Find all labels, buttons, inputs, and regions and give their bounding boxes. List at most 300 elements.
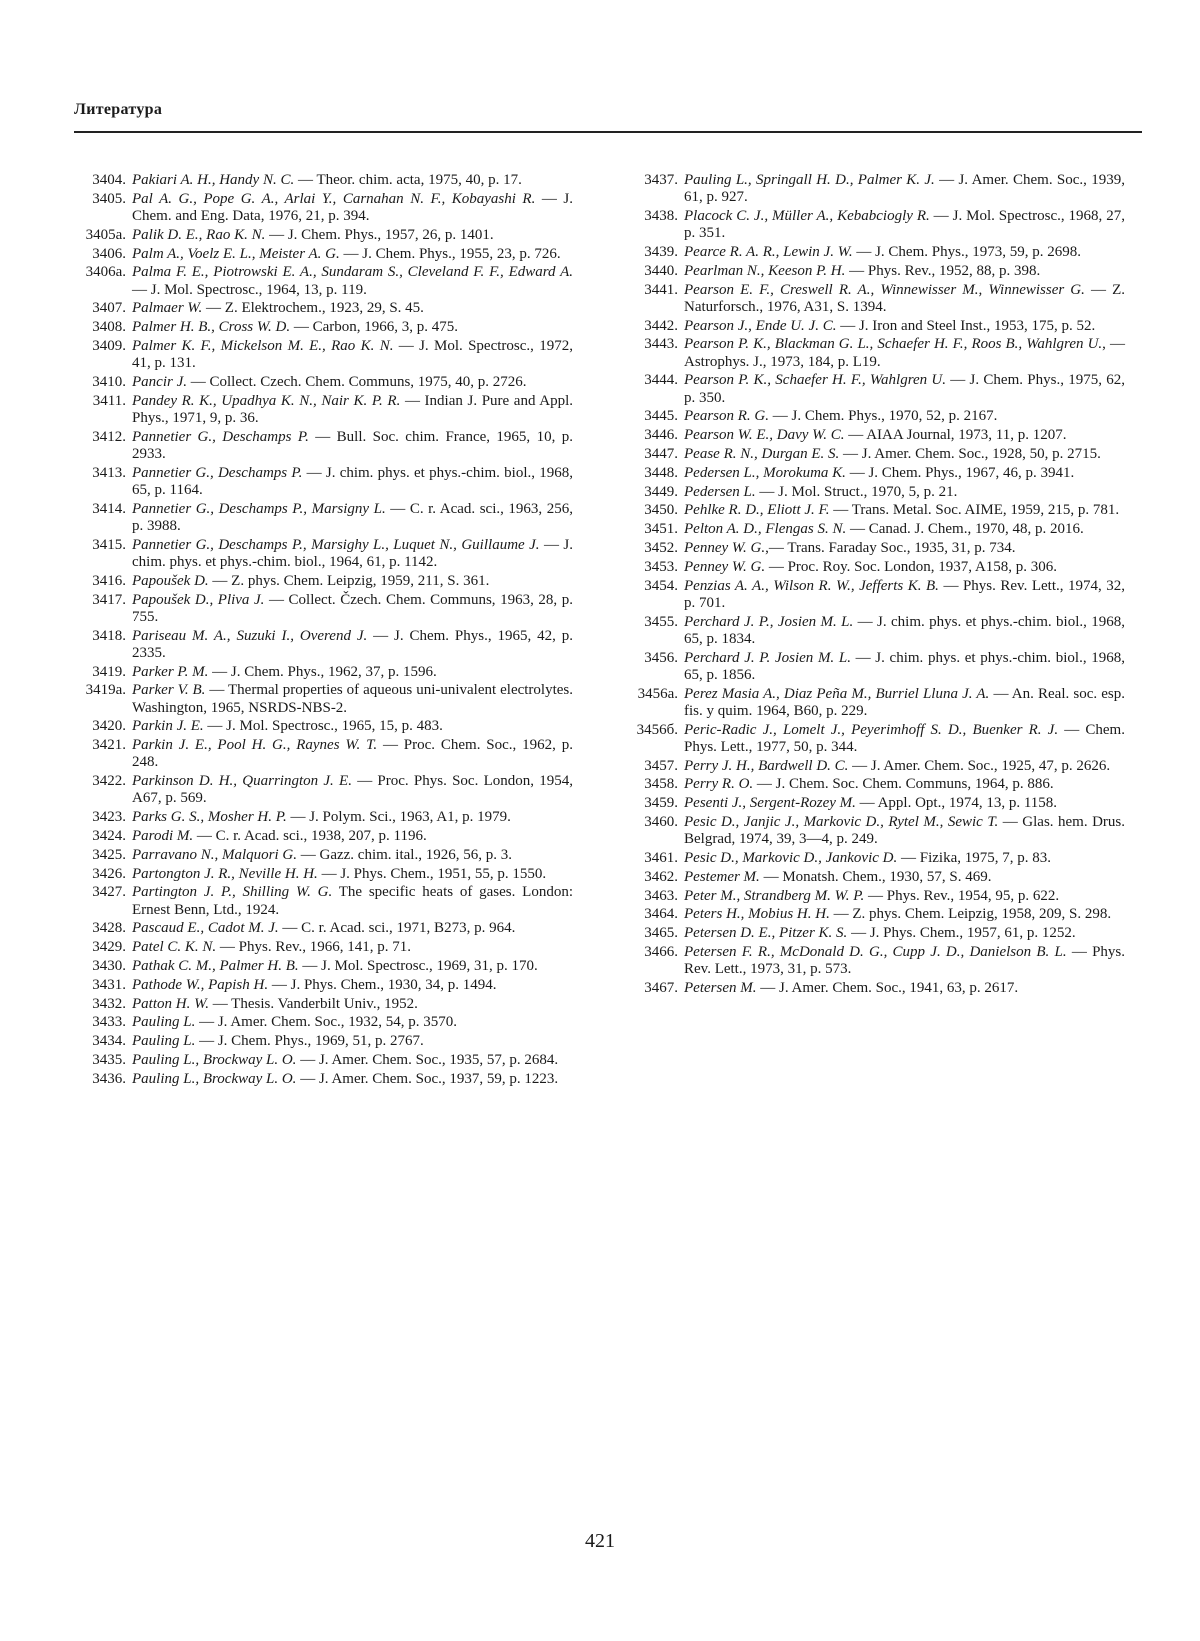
reference-source: — J. chim. phys. et phys.-chim. biol., 1968, 65, p. 1834. xyxy=(684,613,1125,647)
reference-text xyxy=(132,1033,573,1050)
reference-entry xyxy=(68,264,573,298)
reference-entry xyxy=(620,925,1125,942)
reference-authors: Pannetier G., Deschamps P., Marsighy L., Luquet N., Guillaume J. xyxy=(132,536,540,553)
reference-source: — J. Chem. Phys., 1955, 23, p. 726. xyxy=(339,245,561,262)
reference-text xyxy=(132,958,573,975)
reference-text xyxy=(132,628,573,662)
reference-number: 3437. xyxy=(644,172,678,188)
reference-source: — Phys. Rev., 1952, 88, p. 398. xyxy=(845,262,1041,279)
reference-text xyxy=(684,502,1125,519)
reference-number: 3453. xyxy=(644,558,678,575)
reference-number: 3464. xyxy=(644,906,678,923)
reference-source: — J. Phys. Chem., 1930, 34, p. 1494. xyxy=(268,976,497,993)
reference-text xyxy=(684,925,1125,942)
reference-authors: Papoušek D., Pliva J. xyxy=(132,591,265,608)
reference-authors: Parker V. B. xyxy=(132,682,206,699)
reference-source: — J. Mol. Spectrosc., 1968, 27, p. 351. xyxy=(684,208,1125,242)
reference-entry xyxy=(68,718,573,735)
reference-source: — Collect. Czech. Chem. Communs, 1975, 40, p. 2726. xyxy=(186,373,527,390)
reference-text xyxy=(132,977,573,994)
reference-source: — Trans. Metal. Soc. AIME, 1959, 215, p. 781. xyxy=(829,502,1120,519)
reference-number: 3442. xyxy=(644,317,678,334)
reference-text xyxy=(684,263,1125,280)
reference-authors: Petersen M. xyxy=(684,979,757,996)
reference-number: 3423. xyxy=(92,809,126,826)
reference-entry xyxy=(68,958,573,975)
reference-text xyxy=(684,578,1125,612)
reference-entry xyxy=(620,244,1125,261)
reference-authors: Pannetier G., Deschamps P. xyxy=(132,464,303,481)
reference-entry xyxy=(620,776,1125,793)
reference-text xyxy=(132,264,573,298)
reference-authors: Pestemer M. xyxy=(684,868,760,885)
reference-text xyxy=(684,944,1125,978)
reference-text xyxy=(684,888,1125,905)
reference-source: — Z. phys. Chem. Leipzig, 1959, 211, S. 361. xyxy=(208,572,490,589)
reference-source: — J. Amer. Chem. Soc., 1939, 61, p. 927. xyxy=(684,172,1125,206)
reference-number: 3424. xyxy=(92,827,126,844)
reference-text xyxy=(684,372,1125,406)
reference-authors: Perry J. H., Bardwell D. C. xyxy=(684,757,849,774)
reference-entry xyxy=(68,501,573,535)
reference-authors: Pesic D., Janjic J., Markovic D., Rytel M., Sewic T. xyxy=(684,813,999,830)
reference-source: — J. Chem. Phys., 1962, 37, p. 1596. xyxy=(208,663,437,680)
reference-authors: Palik D. E., Rao K. N. xyxy=(132,226,266,243)
reference-authors: Pearson E. F., Creswell R. A., Winnewisser M., Winnewisser G. xyxy=(684,281,1085,298)
reference-authors: Pariseau M. A., Suzuki I., Overend J. xyxy=(132,627,368,644)
header-divider xyxy=(74,131,1142,133)
reference-text xyxy=(684,318,1125,335)
reference-text xyxy=(132,374,573,391)
reference-number: 3411. xyxy=(92,392,126,409)
reference-authors: Parodi M. xyxy=(132,827,194,844)
reference-entry xyxy=(68,429,573,463)
reference-text xyxy=(684,776,1125,793)
reference-source: — Chem. Phys. Lett., 1977, 50, p. 344. xyxy=(684,721,1125,755)
reference-entry xyxy=(68,319,573,336)
reference-entry xyxy=(620,906,1125,923)
reference-entry xyxy=(620,282,1125,316)
reference-text xyxy=(132,227,573,244)
reference-authors: Partington J. P., Shilling W. G. xyxy=(132,884,333,901)
reference-authors: Peters H., Mobius H. H. xyxy=(684,906,830,923)
reference-number: 3406. xyxy=(92,245,126,262)
reference-entry xyxy=(68,1014,573,1031)
reference-authors: Perry R. O. xyxy=(684,776,754,793)
reference-number: 3463. xyxy=(644,887,678,904)
reference-text xyxy=(132,319,573,336)
reference-source: — J. Polym. Sci., 1963, A1, p. 1979. xyxy=(286,809,511,826)
reference-text xyxy=(132,537,573,571)
page-header-title: Литература xyxy=(74,101,163,118)
reference-number: 3439. xyxy=(644,244,678,260)
reference-authors: Parkinson D. H., Quarrington J. E. xyxy=(132,773,352,790)
reference-text xyxy=(684,446,1125,463)
reference-authors: Pesenti J., Sergent-Rozey M. xyxy=(684,795,856,812)
reference-entry xyxy=(620,686,1125,720)
reference-entry xyxy=(620,814,1125,848)
reference-entry xyxy=(68,1052,573,1069)
reference-source: — Appl. Opt., 1974, 13, p. 1158. xyxy=(855,795,1058,812)
reference-authors: Parravano N., Malquori G. xyxy=(132,846,297,863)
reference-source: — J. chim. phys. et phys.-chim. biol., 1968, 65, p. 1164. xyxy=(132,464,573,498)
reference-authors: Palmaer W. xyxy=(132,300,203,317)
reference-authors: Pauling L. xyxy=(132,1033,196,1050)
reference-text xyxy=(132,1014,573,1031)
reference-number: 3467. xyxy=(644,979,678,996)
reference-source: — Monatsh. Chem., 1930, 57, S. 469. xyxy=(759,868,992,885)
reference-number: 3438. xyxy=(644,208,678,224)
reference-source: — J. Phys. Chem., 1951, 55, p. 1550. xyxy=(317,865,547,882)
reference-number: 3458. xyxy=(644,776,678,793)
reference-authors: Pedersen L. xyxy=(684,483,756,500)
reference-entry xyxy=(68,809,573,826)
reference-text xyxy=(132,1071,573,1088)
reference-source: — Z. Naturforsch., 1976, A31, S. 1394. xyxy=(684,281,1125,315)
reference-entry xyxy=(620,869,1125,886)
reference-entry xyxy=(68,393,573,427)
reference-number: 3419. xyxy=(92,663,126,680)
reference-number: 3459. xyxy=(644,795,678,812)
reference-number: 3461. xyxy=(644,849,678,866)
reference-source: — J. Mol. Spectrosc., 1965, 15, p. 483. xyxy=(203,718,443,735)
reference-authors: Penzias A. A., Wilson R. W., Jefferts K. B. xyxy=(684,577,939,594)
reference-number: 3460. xyxy=(644,813,678,830)
reference-entry xyxy=(620,465,1125,482)
reference-entry xyxy=(68,682,573,716)
reference-number: 3428. xyxy=(92,920,126,937)
reference-entry xyxy=(620,795,1125,812)
reference-authors: Palm A., Voelz E. L., Meister A. G. xyxy=(132,245,340,262)
reference-number: 3454. xyxy=(644,577,678,594)
reference-authors: Pathak C. M., Palmer H. B. xyxy=(132,957,299,974)
reference-entry xyxy=(68,227,573,244)
reference-source: — J. Chem. Phys., 1957, 26, p. 1401. xyxy=(265,226,494,243)
reference-authors: Peter M., Strandberg M. W. P. xyxy=(684,887,865,904)
reference-entry xyxy=(68,939,573,956)
reference-entry xyxy=(620,944,1125,978)
reference-entry xyxy=(620,427,1125,444)
reference-entry xyxy=(68,300,573,317)
reference-number: 3429. xyxy=(92,939,126,956)
reference-source: — Thesis. Vanderbilt Univ., 1952. xyxy=(208,995,418,1012)
reference-authors: Penney W. G. xyxy=(684,539,766,556)
reference-number: 3430. xyxy=(92,957,126,974)
reference-authors: Pandey R. K., Upadhya K. N., Nair K. P. R. xyxy=(132,392,401,409)
reference-number: 3420. xyxy=(92,718,126,735)
reference-authors: Pauling L., Brockway L. O. xyxy=(132,1070,297,1087)
reference-source: — C. r. Acad. sci., 1971, B273, p. 964. xyxy=(278,920,516,937)
reference-text xyxy=(684,869,1125,886)
reference-number: 3405. xyxy=(92,190,126,207)
reference-source: — C. r. Acad. sci., 1938, 207, p. 1196. xyxy=(193,827,427,844)
reference-source: — Carbon, 1966, 3, p. 475. xyxy=(290,319,458,336)
reference-authors: Parkin J. E., Pool H. G., Raynes W. T. xyxy=(132,737,378,754)
reference-text xyxy=(132,246,573,263)
reference-text xyxy=(132,501,573,535)
reference-text xyxy=(132,465,573,499)
reference-entry xyxy=(68,537,573,571)
reference-number: 3432. xyxy=(92,995,126,1012)
reference-number: 3405a. xyxy=(85,226,126,243)
reference-source: — J. Mol. Struct., 1970, 5, p. 21. xyxy=(755,483,958,500)
reference-entry xyxy=(620,172,1125,206)
reference-text xyxy=(684,814,1125,848)
reference-number: 3415. xyxy=(92,536,126,553)
reference-source: — Indian J. Pure and Appl. Phys., 1971, 9, p. 36. xyxy=(132,392,573,426)
reference-number: 3407. xyxy=(92,300,126,317)
reference-number: 3457. xyxy=(644,757,678,774)
reference-number: 3446. xyxy=(644,427,678,444)
reference-text xyxy=(684,795,1125,812)
left-column xyxy=(68,172,573,1090)
reference-text xyxy=(684,650,1125,684)
reference-source: — Gazz. chim. ital., 1926, 56, p. 3. xyxy=(297,846,512,863)
reference-source: — J. Chem. Phys., 1967, 46, p. 3941. xyxy=(845,464,1075,481)
reference-source: — J. chim. phys. et phys.-chim. biol., 1964, 61, p. 1142. xyxy=(132,536,573,570)
reference-source: — AIAA Journal, 1973, 11, p. 1207. xyxy=(844,427,1067,444)
reference-entry xyxy=(620,318,1125,335)
reference-authors: Perchard J. P. Josien M. L. xyxy=(684,649,851,666)
reference-number: 3434. xyxy=(92,1033,126,1050)
reference-source: — C. r. Acad. sci., 1963, 256, p. 3988. xyxy=(132,500,573,534)
reference-authors: Pearson R. G. xyxy=(684,408,769,425)
reference-source: — J. Chem. Phys., 1965, 42, p. 2335. xyxy=(132,627,573,661)
reference-source: — Proc. Roy. Soc. London, 1937, A158, p. 306. xyxy=(765,558,1058,575)
reference-number: 3443. xyxy=(644,336,678,353)
reference-source: — Theor. chim. acta, 1975, 40, p. 17. xyxy=(294,172,522,188)
reference-authors: Pannetier G., Deschamps P. xyxy=(132,428,309,445)
reference-entry xyxy=(620,722,1125,756)
reference-entry xyxy=(68,338,573,372)
reference-entry xyxy=(68,920,573,937)
reference-source: — Bull. Soc. chim. France, 1965, 10, p. 2933. xyxy=(132,428,573,462)
reference-authors: Petersen D. E., Pitzer K. S. xyxy=(684,925,848,942)
reference-text xyxy=(132,809,573,826)
reference-entry xyxy=(620,850,1125,867)
reference-entry xyxy=(620,578,1125,612)
reference-authors: Petersen F. R., McDonald D. G., Cupp J. D., Danielson B. L. xyxy=(684,943,1067,960)
reference-source: — Phys. Rev., 1954, 95, p. 622. xyxy=(864,887,1060,904)
reference-source: — J. Amer. Chem. Soc., 1928, 50, p. 2715. xyxy=(839,445,1101,462)
reference-number: 3419a. xyxy=(85,682,126,699)
reference-entry xyxy=(620,614,1125,648)
reference-text xyxy=(132,737,573,771)
reference-entry xyxy=(68,573,573,590)
reference-number: 3413. xyxy=(92,464,126,481)
reference-authors: Pascaud E., Cadot M. J. xyxy=(132,920,279,937)
reference-text xyxy=(132,172,573,189)
reference-authors: Pearson W. E., Davy W. C. xyxy=(684,427,845,444)
reference-text xyxy=(684,540,1125,557)
reference-source: — J. Chem. Phys., 1970, 52, p. 2167. xyxy=(769,408,998,425)
reference-source: — J. Chem. Phys., 1973, 59, p. 2698. xyxy=(852,244,1081,260)
reference-entry xyxy=(68,1071,573,1088)
reference-authors: Parks G. S., Mosher H. P. xyxy=(132,809,287,826)
page-number: 421 xyxy=(585,1530,615,1552)
reference-authors: Pearson P. K., Blackman G. L., Schaefer H. F., Roos B., Wahlgren U. xyxy=(684,336,1103,353)
reference-text xyxy=(684,427,1125,444)
reference-number: 3456б. xyxy=(636,721,678,738)
reference-number: 3449. xyxy=(644,483,678,500)
reference-number: 3440. xyxy=(644,262,678,279)
reference-number: 3452. xyxy=(644,539,678,556)
reference-number: 3435. xyxy=(92,1051,126,1068)
reference-text xyxy=(132,664,573,681)
reference-authors: Pelton A. D., Flengas S. N. xyxy=(684,521,847,538)
reference-authors: Pakiari A. H., Handy N. C. xyxy=(132,172,295,188)
reference-text xyxy=(684,722,1125,756)
reference-source: — J. chim. phys. et phys.-chim. biol., 1968, 65, p. 1856. xyxy=(684,649,1125,683)
reference-authors: Pauling L., Brockway L. O. xyxy=(132,1051,297,1068)
reference-text xyxy=(684,686,1125,720)
reference-authors: Pal A. G., Pope G. A., Arlai Y., Carnahan N. F., Kobayashi R. xyxy=(132,190,536,207)
reference-source: — J. Amer. Chem. Soc., 1935, 57, p. 2684. xyxy=(296,1051,559,1068)
reference-text xyxy=(132,773,573,807)
reference-source: — J. Amer. Chem. Soc., 1932, 54, p. 3570. xyxy=(195,1014,458,1031)
reference-source: — Fizika, 1975, 7, p. 83. xyxy=(897,849,1052,866)
reference-source: — J. Chem. Phys., 1969, 51, p. 2767. xyxy=(195,1033,424,1050)
reference-source: — J. Iron and Steel Inst., 1953, 175, p. 52. xyxy=(836,317,1096,334)
reference-authors: Patel C. K. N. xyxy=(132,939,217,956)
reference-authors: Palmer H. B., Cross W. D. xyxy=(132,319,291,336)
reference-number: 3465. xyxy=(644,925,678,942)
reference-source: — An. Real. soc. esp. fis. y quim. 1964, B60, p. 229. xyxy=(684,685,1126,719)
reference-source: — Collect. Čzech. Chem. Communs, 1963, 28, p. 755. xyxy=(132,591,574,625)
reference-authors: Perez Masia A., Diaz Peña M., Burriel Lluna J. A. xyxy=(684,685,990,702)
reference-text xyxy=(132,847,573,864)
reference-text xyxy=(684,282,1125,316)
reference-authors: Pauling L. xyxy=(132,1014,196,1031)
reference-number: 3425. xyxy=(92,846,126,863)
reference-number: 3456a. xyxy=(637,685,678,702)
reference-entry xyxy=(620,758,1125,775)
reference-number: 3455. xyxy=(644,613,678,630)
reference-source: — Z. Elektrochem., 1923, 29, S. 45. xyxy=(202,300,424,317)
reference-source: — Proc. Chem. Soc., 1962, p. 248. xyxy=(132,737,574,771)
right-column xyxy=(620,172,1125,999)
reference-number: 3421. xyxy=(92,737,126,754)
reference-text xyxy=(684,758,1125,775)
reference-number: 3450. xyxy=(644,502,678,519)
reference-text xyxy=(132,338,573,372)
reference-entry xyxy=(68,374,573,391)
reference-text xyxy=(684,484,1125,501)
reference-entry xyxy=(68,828,573,845)
reference-number: 3444. xyxy=(644,372,678,389)
reference-entry xyxy=(620,540,1125,557)
reference-authors: Pease R. N., Durgan E. S. xyxy=(684,445,840,462)
reference-text xyxy=(684,208,1125,242)
reference-entry xyxy=(620,650,1125,684)
reference-number: 3418. xyxy=(92,627,126,644)
reference-entry xyxy=(620,888,1125,905)
reference-source: ,— Trans. Faraday Soc., 1935, 31, p. 734. xyxy=(765,539,1016,556)
reference-number: 3408. xyxy=(92,319,126,336)
reference-authors: Pedersen L., Morokuma K. xyxy=(684,464,846,481)
reference-number: 3426. xyxy=(92,865,126,882)
reference-authors: Pannetier G., Deschamps P., Marsigny L. xyxy=(132,500,386,517)
reference-text xyxy=(132,191,573,225)
reference-authors: Partongton J. R., Neville H. H. xyxy=(132,865,318,882)
reference-source: — J. Chem. Soc. Chem. Communs, 1964, p. 886. xyxy=(753,776,1054,793)
reference-text xyxy=(132,884,573,918)
reference-text xyxy=(132,573,573,590)
reference-source: — Phys. Rev. Lett., 1974, 32, p. 701. xyxy=(684,577,1125,611)
reference-source: — J. Amer. Chem. Soc., 1941, 63, p. 2617. xyxy=(756,979,1019,996)
reference-entry xyxy=(68,592,573,626)
reference-number: 3404. xyxy=(92,172,126,188)
reference-number: 3409. xyxy=(92,337,126,354)
reference-authors: Parker P. M. xyxy=(132,663,209,680)
reference-number: 3427. xyxy=(92,884,126,901)
reference-number: 3448. xyxy=(644,464,678,481)
reference-authors: Papoušek D. xyxy=(132,572,209,589)
reference-entry xyxy=(620,446,1125,463)
reference-entry xyxy=(620,521,1125,538)
reference-entry xyxy=(68,866,573,883)
reference-entry xyxy=(620,336,1125,370)
reference-text xyxy=(684,980,1125,997)
reference-authors: Pearson P. K., Schaefer H. F., Wahlgren U. xyxy=(684,372,946,389)
reference-text xyxy=(132,300,573,317)
reference-text xyxy=(132,996,573,1013)
reference-text xyxy=(684,559,1125,576)
reference-source: — Proc. Phys. Soc. London, 1954, A67, p. 569. xyxy=(132,773,573,807)
reference-authors: Parkin J. E. xyxy=(132,718,204,735)
reference-authors: Pancir J. xyxy=(132,373,187,390)
reference-number: 3445. xyxy=(644,408,678,425)
reference-entry xyxy=(620,372,1125,406)
reference-authors: Patton H. W. xyxy=(132,995,209,1012)
reference-authors: Perchard J. P., Josien M. L. xyxy=(684,613,854,630)
reference-entry xyxy=(68,664,573,681)
reference-entry xyxy=(68,465,573,499)
reference-source: — J. Phys. Chem., 1957, 61, p. 1252. xyxy=(847,925,1076,942)
reference-text xyxy=(684,336,1125,370)
reference-entry xyxy=(68,977,573,994)
reference-number: 3422. xyxy=(92,773,126,790)
reference-number: 3410. xyxy=(92,373,126,390)
reference-text xyxy=(684,465,1125,482)
reference-authors: Palmer K. F., Mickelson M. E., Rao K. N. xyxy=(132,337,394,354)
reference-number: 3462. xyxy=(644,868,678,885)
reference-text xyxy=(132,828,573,845)
reference-number: 3416. xyxy=(92,572,126,589)
reference-text xyxy=(684,521,1125,538)
reference-source: — Phys. Rev., 1966, 141, p. 71. xyxy=(216,939,412,956)
reference-source: — J. Amer. Chem. Soc., 1925, 47, p. 2626. xyxy=(848,757,1111,774)
reference-number: 3466. xyxy=(644,943,678,960)
reference-text xyxy=(132,920,573,937)
reference-authors: Pesic D., Markovic D., Jankovic D. xyxy=(684,849,898,866)
reference-entry xyxy=(620,208,1125,242)
reference-entry xyxy=(620,980,1125,997)
reference-number: 3436. xyxy=(92,1070,126,1087)
reference-entry xyxy=(68,996,573,1013)
reference-authors: Pathode W., Papish H. xyxy=(132,976,269,993)
reference-text xyxy=(684,172,1125,206)
reference-entry xyxy=(68,172,573,189)
reference-source: — J. Chem. and Eng. Data, 1976, 21, p. 394. xyxy=(132,190,573,224)
reference-authors: Pearce R. A. R., Lewin J. W. xyxy=(684,244,853,260)
reference-text xyxy=(132,866,573,883)
reference-number: 3406a. xyxy=(85,264,126,281)
reference-text xyxy=(132,682,573,716)
reference-text xyxy=(132,592,573,626)
reference-entry xyxy=(68,773,573,807)
reference-number: 3433. xyxy=(92,1014,126,1031)
